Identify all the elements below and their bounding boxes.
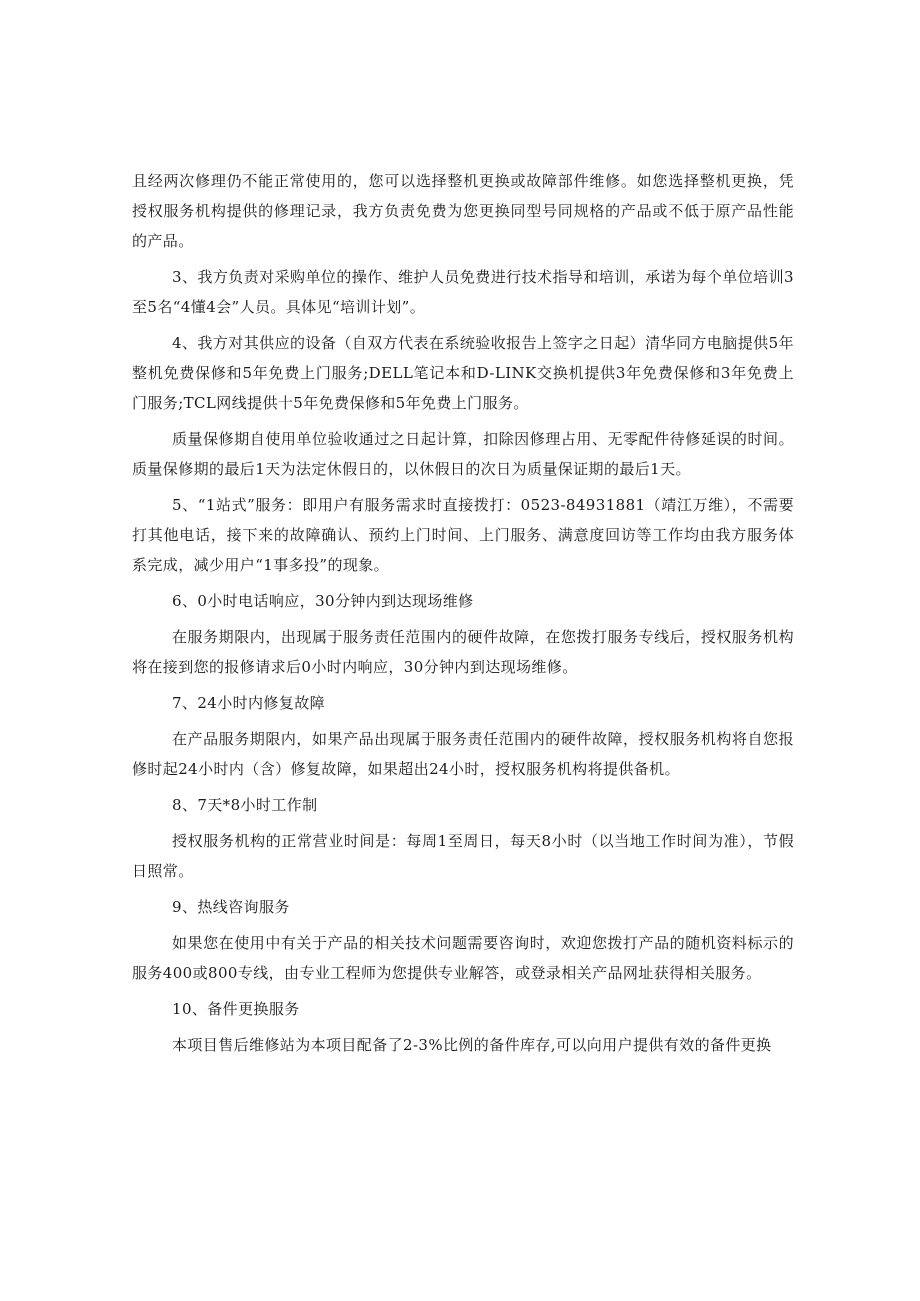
paragraph-item-10-detail: 本项目售后维修站为本项目配备了2-3%比例的备件库存,可以向用户提供有效的备件更换: [172, 1036, 772, 1054]
heading-item-8-hours: 8、7天*8小时工作制: [172, 796, 318, 814]
paragraph-item-9-detail: 如果您在使用中有关于产品的相关技术问题需要咨询时，欢迎您拨打产品的随机资料标示的服务400或800专线，由专业工程师为您提供专业解答，或登录相关产品网址获得相关服务。: [132, 934, 794, 982]
document-body: [132, 166, 794, 1066]
paragraph-item-5-one-stop: 5、“1站式”服务：即用户有服务需求时直接拨打：0523-84931881（靖江万维），不需要打其他电话，接下来的故障确认、预约上门时间、上门服务、满意度回访等工作均由我方服务体系完成，减少用户“1事多投”的现象。: [132, 496, 794, 574]
paragraph-item-8-detail: 授权服务机构的正常营业时间是：每周1至周日，每天8小时（以当地工作时间为准），节假日照常。: [132, 832, 794, 880]
paragraph-warranty-period: 质量保修期自使用单位验收通过之日起计算，扣除因修理占用、无零配件待修延误的时间。质量保修期的最后1天为法定休假日的，以休假日的次日为质量保证期的最后1天。: [132, 430, 794, 478]
paragraph-continuation: 且经两次修理仍不能正常使用的，您可以选择整机更换或故障部件维修。如您选择整机更换，凭授权服务机构提供的修理记录，我方负责免费为您更换同型号同规格的产品或不低于原产品性能的产品。: [132, 172, 794, 250]
heading-item-7-repair: 7、24小时内修复故障: [172, 694, 326, 712]
paragraph-item-6-detail: 在服务期限内，出现属于服务责任范围内的硬件故障，在您拨打服务专线后，授权服务机构将在接到您的报修请求后0小时内响应，30分钟内到达现场维修。: [132, 628, 794, 676]
heading-item-10-spares: 10、备件更换服务: [172, 1000, 300, 1018]
paragraph-item-4-warranty: 4、我方对其供应的设备（自双方代表在系统验收报告上签字之日起）清华同方电脑提供5年整机免费保修和5年免费上门服务;DELL笔记本和D-LINK交换机提供3年免费保修和3年免费上门服务;TCL网线提供十5年免费保修和5年免费上门服务。: [132, 334, 794, 412]
paragraph-item-3-training: 3、我方负责对采购单位的操作、维护人员免费进行技术指导和培训，承诺为每个单位培训3至5名“4懂4会”人员。具体见“培训计划”。: [132, 268, 794, 316]
heading-item-9-hotline: 9、热线咨询服务: [172, 898, 290, 916]
paragraph-item-7-detail: 在产品服务期限内，如果产品出现属于服务责任范围内的硬件故障，授权服务机构将自您报修时起24小时内（含）修复故障，如果超出24小时，授权服务机构将提供备机。: [132, 730, 794, 778]
heading-item-6-response: 6、0小时电话响应，30分钟内到达现场维修: [172, 592, 474, 610]
